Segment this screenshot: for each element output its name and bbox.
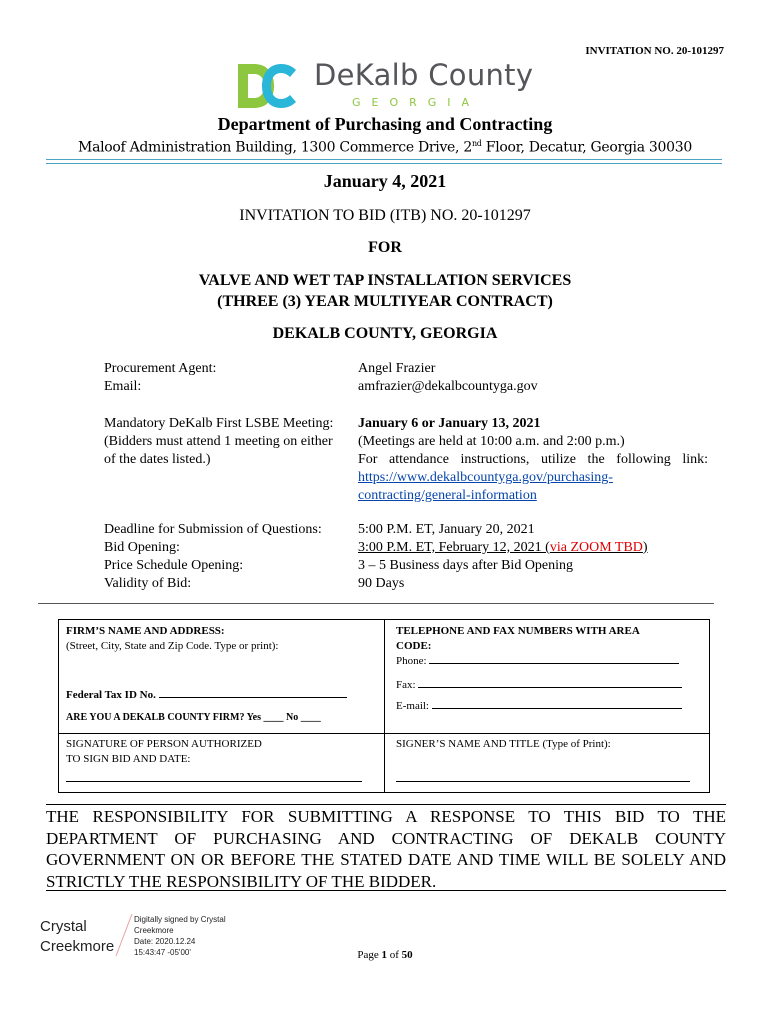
document-date: January 4, 2021 bbox=[323, 171, 447, 191]
signer-name-title-field[interactable]: SIGNER’S NAME AND TITLE (Type of Print): bbox=[396, 737, 690, 787]
dekalb-county-logo bbox=[234, 58, 534, 112]
dc-logo-mark-icon bbox=[236, 62, 300, 110]
header-rule bbox=[46, 163, 722, 164]
telephone-fax-heading: TELEPHONE AND FAX NUMBERS WITH AREA CODE: bbox=[396, 625, 640, 652]
dekalb-firm-question[interactable]: ARE YOU A DEKALB COUNTY FIRM? Yes ____ No ____ bbox=[66, 712, 321, 723]
meeting-dates: January 6 or January 13, 2021 bbox=[358, 416, 541, 431]
agent-values bbox=[358, 360, 708, 396]
logo-state-name: GEORGIA bbox=[352, 96, 481, 109]
meeting-times: (Meetings are held at 10:00 a.m. and 2:00 p.m.) bbox=[358, 434, 625, 449]
schedule-labels: Deadline for Submission of Questions: Bid Opening: Price Schedule Opening: Validity of Bid: bbox=[104, 522, 322, 591]
department-address: Maloof Administration Building, 1300 Commerce Drive, 2nd Floor, Decatur, Georgia 30030 bbox=[78, 139, 692, 156]
responsibility-statement: THE RESPONSIBILITY FOR SUBMITTING A RESPONSE TO THIS BID TO THE DEPARTMENT OF PURCHASING AND CONTRACTING OF DEKALB COUNTY GOVERNMENT ON OR BEFORE THE STATED DATE AND TIME WILL BE SOLELY AND STRICTLY THE RESPONSIBILITY OF THE BIDDER. bbox=[46, 807, 726, 891]
form-divider bbox=[384, 619, 385, 792]
for-label: FOR bbox=[368, 239, 402, 256]
price-schedule-opening: 3 – 5 Business days after Bid Opening bbox=[358, 558, 574, 573]
fax-field[interactable]: Fax: bbox=[396, 677, 682, 693]
meeting-link[interactable]: https://www.dekalbcountyga.gov/purchasing- bbox=[358, 470, 613, 485]
agent-email[interactable]: amfrazier@dekalbcountyga.gov bbox=[358, 379, 538, 394]
authorized-signature-field[interactable]: SIGNATURE OF PERSON AUTHORIZED TO SIGN BID AND DATE: bbox=[66, 737, 362, 787]
statement-rule bbox=[46, 890, 726, 891]
contract-term: (THREE (3) YEAR MULTIYEAR CONTRACT) bbox=[217, 293, 553, 310]
schedule-values bbox=[358, 521, 708, 593]
questions-deadline: 5:00 P.M. ET, January 20, 2021 bbox=[358, 522, 535, 537]
logo-county-name: DeKalb County bbox=[314, 58, 534, 92]
header-rule bbox=[46, 159, 722, 160]
bid-opening: 3:00 P.M. ET, February 12, 2021 (via ZOOM TBD) bbox=[358, 540, 648, 555]
phone-field[interactable]: Phone: bbox=[396, 653, 679, 669]
email-field[interactable]: E-mail: bbox=[396, 698, 682, 714]
federal-tax-id-field[interactable]: Federal Tax ID No. bbox=[66, 687, 347, 703]
agent-labels: Procurement Agent: Email: bbox=[104, 361, 217, 394]
agent-name: Angel Frazier bbox=[358, 361, 436, 376]
county-name: DEKALB COUNTY, GEORGIA bbox=[272, 325, 498, 342]
meeting-labels: Mandatory DeKalb First LSBE Meeting: (Bidders must attend 1 meeting on either of the dates listed.) bbox=[104, 416, 334, 467]
service-title: VALVE AND WET TAP INSTALLATION SERVICES bbox=[198, 272, 572, 289]
meeting-link[interactable]: contracting/general-information bbox=[358, 488, 537, 503]
meeting-instructions: For attendance instructions, utilize the following link: bbox=[358, 452, 708, 467]
meeting-details bbox=[358, 415, 708, 505]
statement-rule bbox=[46, 804, 726, 805]
department-title: Department of Purchasing and Contracting bbox=[217, 114, 553, 134]
invitation-number: INVITATION NO. 20-101297 bbox=[585, 45, 724, 57]
firm-name-field[interactable]: FIRM’S NAME AND ADDRESS: (Street, City, State and Zip Code. Type or print): bbox=[66, 625, 279, 652]
digital-signature-name: Crystal Creekmore bbox=[40, 918, 115, 955]
page-number: Page 1 of 50 bbox=[357, 949, 413, 961]
digital-signature-details: Digitally signed by Crystal Creekmore Date: 2020.12.24 15:43:47 -05'00' bbox=[134, 915, 226, 957]
form-divider bbox=[58, 733, 709, 734]
section-divider bbox=[38, 603, 714, 604]
bid-validity: 90 Days bbox=[358, 576, 405, 591]
itb-number: INVITATION TO BID (ITB) NO. 20-101297 bbox=[239, 207, 531, 224]
